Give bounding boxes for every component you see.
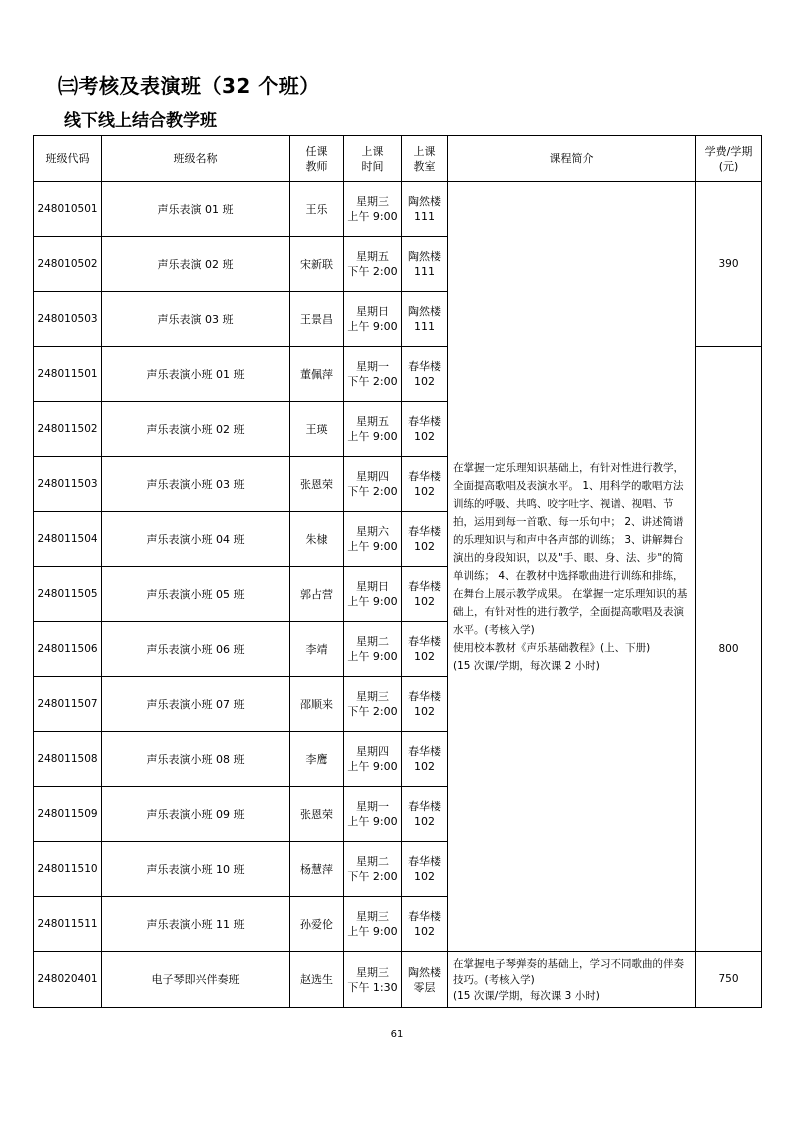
class-name: 声乐表演小班 07 班 (102, 677, 290, 732)
class-schedule-table (33, 135, 762, 1008)
class-time-time: 上午 9:00 (347, 320, 398, 333)
class-name: 声乐表演小班 08 班 (102, 732, 290, 787)
class-time-day: 星期一 (356, 360, 389, 373)
classroom-room: 102 (414, 760, 435, 773)
teacher-name: 杨慧萍 (290, 842, 344, 897)
class-name: 声乐表演小班 11 班 (102, 897, 290, 952)
classroom (402, 457, 448, 512)
class-code: 248020401 (34, 952, 102, 1008)
class-time-day: 星期六 (356, 525, 389, 538)
classroom-building: 陶然楼 (408, 195, 441, 208)
teacher-name: 张恩荣 (290, 787, 344, 842)
teacher-name: 孙爱伦 (290, 897, 344, 952)
class-code: 248011508 (34, 732, 102, 787)
class-time (344, 897, 402, 952)
teacher-name: 王景昌 (290, 292, 344, 347)
classroom-room: 102 (414, 925, 435, 938)
classroom (402, 182, 448, 237)
classroom-building: 春华楼 (408, 910, 441, 923)
teacher-name: 董佩萍 (290, 347, 344, 402)
class-code: 248011510 (34, 842, 102, 897)
classroom (402, 567, 448, 622)
teacher-name: 李靖 (290, 622, 344, 677)
class-code: 248011511 (34, 897, 102, 952)
classroom (402, 842, 448, 897)
classroom-building: 春华楼 (408, 415, 441, 428)
classroom-room: 102 (414, 430, 435, 443)
class-time (344, 567, 402, 622)
class-time-time: 下午 2:00 (347, 375, 398, 388)
class-time (344, 842, 402, 897)
header-time: 上课 时间 (344, 136, 402, 182)
classroom-building: 陶然楼 (408, 965, 441, 979)
classroom-building: 春华楼 (408, 525, 441, 538)
teacher-name: 朱棣 (290, 512, 344, 567)
class-time-time: 上午 9:00 (347, 540, 398, 553)
class-code: 248010503 (34, 292, 102, 347)
tuition-fee: 800 (696, 347, 762, 952)
classroom-building: 陶然楼 (408, 250, 441, 263)
class-time (344, 347, 402, 402)
class-time-time: 下午 2:00 (347, 265, 398, 278)
class-time-time: 上午 9:00 (347, 650, 398, 663)
class-time (344, 512, 402, 567)
class-time-time: 下午 1:30 (347, 980, 398, 994)
class-time (344, 237, 402, 292)
classroom (402, 622, 448, 677)
table-row (34, 952, 762, 1008)
classroom (402, 512, 448, 567)
classroom-room: 111 (414, 210, 435, 223)
teacher-name: 李鹰 (290, 732, 344, 787)
class-time-day: 星期一 (356, 800, 389, 813)
class-name: 声乐表演小班 01 班 (102, 347, 290, 402)
class-time-time: 上午 9:00 (347, 760, 398, 773)
class-name: 声乐表演小班 05 班 (102, 567, 290, 622)
class-code: 248010501 (34, 182, 102, 237)
teacher-name: 邵顺来 (290, 677, 344, 732)
classroom-room: 102 (414, 595, 435, 608)
classroom-room: 零层 (413, 980, 436, 994)
class-name: 声乐表演 02 班 (102, 237, 290, 292)
class-time-time: 上午 9:00 (347, 210, 398, 223)
classroom-building: 春华楼 (408, 855, 441, 868)
class-time (344, 732, 402, 787)
page-number: 61 (390, 1029, 404, 1040)
intro-paragraph: (15 次课/学期，每次课 3 小时) (453, 989, 600, 1002)
section-title: ㈢考核及表演班（32 个班） (58, 74, 320, 98)
header-intro: 课程简介 (448, 136, 696, 182)
classroom (402, 787, 448, 842)
teacher-name: 宋新联 (290, 237, 344, 292)
class-time-day: 星期日 (356, 305, 389, 318)
class-time-time: 上午 9:00 (347, 595, 398, 608)
teacher-name: 王乐 (290, 182, 344, 237)
class-name: 声乐表演小班 03 班 (102, 457, 290, 512)
teacher-name: 郭占营 (290, 567, 344, 622)
class-code: 248011507 (34, 677, 102, 732)
class-time-day: 星期三 (356, 195, 389, 208)
class-name: 声乐表演小班 09 班 (102, 787, 290, 842)
class-time-time: 下午 2:00 (347, 870, 398, 883)
classroom (402, 732, 448, 787)
classroom (402, 347, 448, 402)
classroom (402, 402, 448, 457)
class-time-day: 星期五 (356, 250, 389, 263)
class-time-time: 下午 2:00 (347, 705, 398, 718)
classroom-room: 102 (414, 870, 435, 883)
classroom (402, 897, 448, 952)
header-name: 班级名称 (102, 136, 290, 182)
intro-paragraph: 在掌握一定乐理知识基础上，有针对性进行教学，全面提高歌唱及表演水平。 1、用科学的歌唱方法训练的呼吸、共鸣、咬字吐字、视谱、视唱、节拍，运用到每一首歌、每一乐句中； 2、讲述简谱的乐理知识与和声中各声部的训练； 3、讲解舞台演出的身段知识，以及"手、眼、身、法、步"的简单训练； 4、在教材中选择歌曲进行训练和排练，在舞台上展示教学成果。 在掌握一定乐理知识的基础上，有针对性的进行教学，全面提高歌唱及表演水平。(考核入学) (453, 461, 688, 636)
class-time (344, 402, 402, 457)
class-name: 声乐表演小班 06 班 (102, 622, 290, 677)
class-code: 248010502 (34, 237, 102, 292)
class-name: 声乐表演小班 02 班 (102, 402, 290, 457)
teacher-name: 王瑛 (290, 402, 344, 457)
class-code: 248011503 (34, 457, 102, 512)
class-time-day: 星期四 (356, 470, 389, 483)
header-fee: 学费/学期 (元) (696, 136, 762, 182)
classroom-building: 陶然楼 (408, 305, 441, 318)
header-teacher: 任课 教师 (290, 136, 344, 182)
header-room: 上课 教室 (402, 136, 448, 182)
classroom-room: 102 (414, 375, 435, 388)
class-code: 248011504 (34, 512, 102, 567)
header-code: 班级代码 (34, 136, 102, 182)
classroom-building: 春华楼 (408, 470, 441, 483)
course-intro-vocal (448, 182, 696, 952)
class-time-time: 上午 9:00 (347, 430, 398, 443)
class-time (344, 292, 402, 347)
classroom (402, 677, 448, 732)
class-code: 248011502 (34, 402, 102, 457)
classroom-room: 102 (414, 540, 435, 553)
class-time-day: 星期五 (356, 415, 389, 428)
class-time (344, 457, 402, 512)
teacher-name: 张恩荣 (290, 457, 344, 512)
classroom-building: 春华楼 (408, 745, 441, 758)
class-code: 248011509 (34, 787, 102, 842)
classroom-building: 春华楼 (408, 580, 441, 593)
class-time-day: 星期二 (356, 635, 389, 648)
class-name: 声乐表演小班 10 班 (102, 842, 290, 897)
class-time-day: 星期二 (356, 855, 389, 868)
class-time (344, 677, 402, 732)
classroom-building: 春华楼 (408, 800, 441, 813)
intro-paragraph: 在掌握电子琴弹奏的基础上，学习不同歌曲的伴奏技巧。(考核入学) (453, 957, 684, 986)
class-code: 248011505 (34, 567, 102, 622)
classroom-building: 春华楼 (408, 635, 441, 648)
class-time (344, 622, 402, 677)
class-time-day: 星期日 (356, 580, 389, 593)
classroom-room: 102 (414, 650, 435, 663)
intro-paragraph: 使用校本教材《声乐基础教程》(上、下册) (453, 641, 651, 654)
classroom-room: 111 (414, 265, 435, 278)
class-time (344, 787, 402, 842)
table-row (34, 182, 762, 237)
intro-paragraph: (15 次课/学期，每次课 2 小时) (453, 659, 600, 672)
class-time-day: 星期三 (356, 690, 389, 703)
classroom-building: 春华楼 (408, 690, 441, 703)
class-time-day: 星期四 (356, 745, 389, 758)
class-code: 248011506 (34, 622, 102, 677)
tuition-fee: 750 (696, 952, 762, 1008)
class-time-day: 星期三 (356, 965, 389, 979)
class-time (344, 952, 402, 1008)
course-intro-keyboard (448, 952, 696, 1008)
class-time (344, 182, 402, 237)
class-name: 电子琴即兴伴奏班 (102, 952, 290, 1008)
class-time-time: 下午 2:00 (347, 485, 398, 498)
classroom (402, 237, 448, 292)
classroom-building: 春华楼 (408, 360, 441, 373)
classroom-room: 102 (414, 485, 435, 498)
classroom-room: 102 (414, 815, 435, 828)
class-name: 声乐表演 03 班 (102, 292, 290, 347)
classroom (402, 952, 448, 1008)
classroom-room: 102 (414, 705, 435, 718)
class-name: 声乐表演小班 04 班 (102, 512, 290, 567)
class-time-time: 上午 9:00 (347, 925, 398, 938)
class-code: 248011501 (34, 347, 102, 402)
classroom-room: 111 (414, 320, 435, 333)
classroom (402, 292, 448, 347)
tuition-fee: 390 (696, 182, 762, 347)
teacher-name: 赵选生 (290, 952, 344, 1008)
subsection-title: 线下线上结合教学班 (64, 111, 217, 131)
class-time-day: 星期三 (356, 910, 389, 923)
class-time-time: 上午 9:00 (347, 815, 398, 828)
class-name: 声乐表演 01 班 (102, 182, 290, 237)
table-header-row (34, 136, 762, 182)
